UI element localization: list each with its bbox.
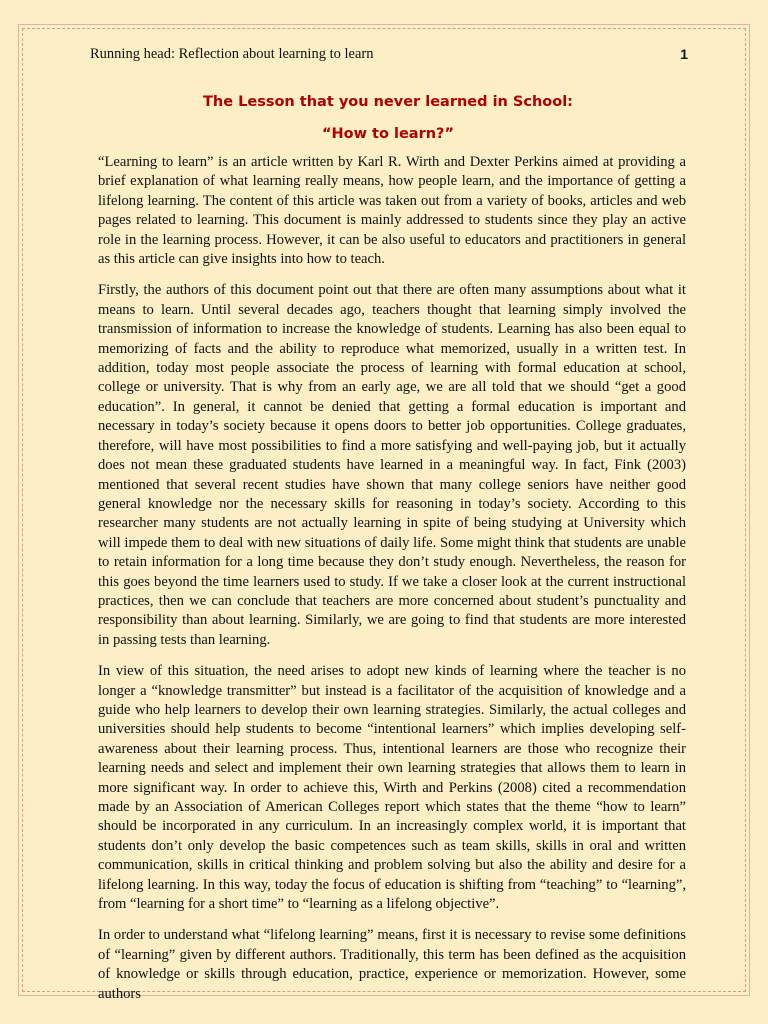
page-number: 1: [680, 46, 688, 62]
paragraph-lifelong-learning: In order to understand what “lifelong learning” means, first it is necessary to revise some definitions of “learning” given by different authors. Traditionally, this term has been defined as the acquisition of knowledge or skills through education, practice, experience or memorization. However, some authors: [98, 927, 686, 1002]
paragraph-assumptions: Firstly, the authors of this document point out that there are often many assumptions about what it means to learn. Until several decades ago, teachers thought that learning simply involved the transmission of information to increase the knowledge of students. Learning has also been equal to memorizing of facts and the ability to reproduce what memorized, usually in a written test. In addition, today most people associate the process of learning with formal education at school, college or university. That is why from an early age, we are all told that we should “get a good education”. In general, it cannot be denied that getting a formal education is important and necessary in today’s society because it opens doors to better job opportunities. College graduates, therefore, will have most possibilities to find a more satisfying and well-paying job, but it actually does not mean these graduated students have learned in a meaningful way. In fact, Fink (2003) mentioned that several recent studies have shown that many college seniors have neither good general knowledge nor the necessary skills for reasoning in today’s society. According to this researcher many students are not actually learning in spite of being studying at University which will impede them to deal with new situations of daily life. Some might think that students are unable to retain information for a long time because they don’t study enough. Nevertheless, the reason for this goes beyond the time learners used to study. If we take a closer look at the current instructional practices, then we can conclude that teachers are more concerned about student’s punctuality and responsibility than about learning. Similarly, we are going to find that students are more interested in passing tests than learning.: [98, 282, 686, 648]
paragraph-intro: “Learning to learn” is an article written by Karl R. Wirth and Dexter Perkins aimed at providing a brief explanation of what learning really means, how people learn, and the importance of getting a lifelong learning. The content of this article was taken out from a variety of books, articles and web pages related to learning. This document is mainly addressed to students since they play an active role in the learning process. However, it can be also useful to educators and practitioners in general as this article can give insights into how to teach.: [98, 154, 686, 268]
running-head: Running head: Reflection about learning to learn: [90, 46, 374, 62]
document-title: The Lesson that you never learned in School:: [203, 94, 573, 110]
page-header: [90, 46, 688, 63]
document-body: [98, 153, 686, 1016]
document-subtitle: “How to learn?”: [321, 126, 454, 142]
paragraph-new-learning: In view of this situation, the need arises to adopt new kinds of learning where the teacher is no longer a “knowledge transmitter” but instead is a facilitator of the acquisition of knowledge and a guide who help learners to develop their own learning strategies. Similarly, the actual colleges and universities should help students to become “intentional learners” which implies developing self-awareness about their learning process. Thus, intentional learners are those who recognize their learning needs and select and implement their own learning strategies that allows them to learn in more significant way. In order to achieve this, Wirth and Perkins (2008) cited a recommendation made by an Association of American Colleges report which states that the theme “how to learn” should be incorporated in any curriculum. In an increasingly complex world, it is important that students don’t only develop the basic competences such as team skills, skills in oral and written communication, skills in critical thinking and problem solving but also the ability and desire for a lifelong learning. In this way, today the focus of education is shifting from “teaching” to “learning”, from “learning for a short time” to “learning as a lifelong objective”.: [98, 663, 686, 913]
